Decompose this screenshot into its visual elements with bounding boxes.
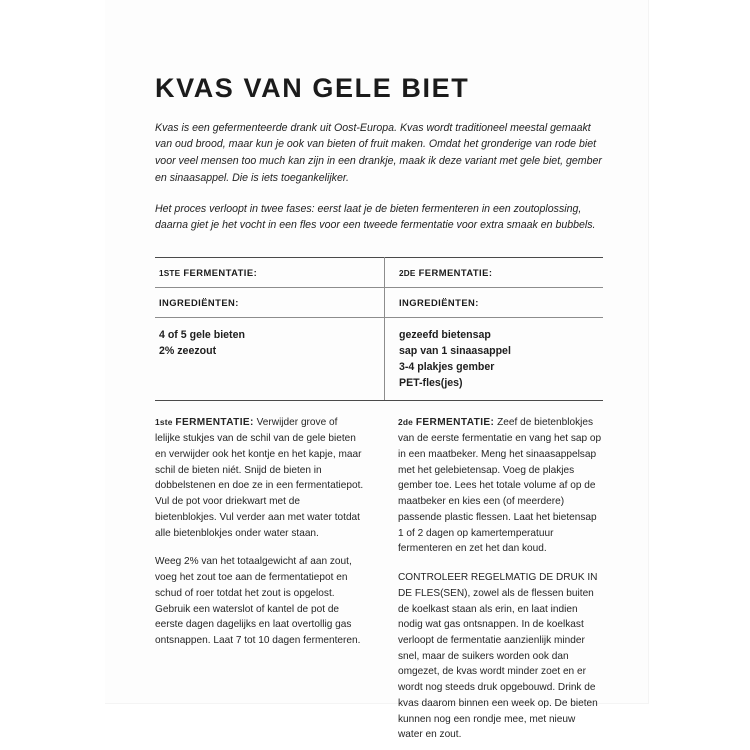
phase-label-2: FERMENTATIE: bbox=[418, 267, 493, 279]
table-cell-ingredients-label-1 bbox=[155, 288, 385, 318]
instruction-heading-1: FERMENTATIE: bbox=[175, 417, 254, 429]
instruction-ordinal-1: 1ste bbox=[155, 417, 173, 428]
table-row-phase-headers bbox=[155, 258, 603, 288]
phase-header-1 bbox=[155, 258, 384, 287]
instruction-paragraph bbox=[398, 415, 602, 557]
instructions-column-second-fermentation bbox=[384, 415, 602, 743]
list-item: PET-fles(jes) bbox=[399, 377, 463, 390]
table-cell-ingredient-list-2 bbox=[385, 318, 604, 401]
list-item-spacer bbox=[159, 359, 372, 375]
list-item: 2% zeezout bbox=[159, 345, 217, 358]
instruction-body: Verwijder grove of lelijke stukjes van de schil van de gele bieten en verwijder ook het kontje en het kapje, maar schil de bieten niét. Snijd de bieten in dobbelstenen en doe ze in een fermentatiepot. Vul de pot voor driekwart met de bietenblokjes. Vul verder aan met water totdat alle bietenblokjes onder water staan. bbox=[155, 417, 364, 539]
instructions-section bbox=[155, 415, 602, 743]
intro-paragraph-1: Kvas is een gefermenteerde drank uit Oost-Europa. Kvas wordt traditioneel meestal gemaakt van oud brood, maar kun je ook van bieten of fruit maken. Omdat het gronderige van rode biet voor veel mensen too much kan zijn in een drankje, maak ik deze variant met gele biet, gember en sinaasappel. Die is iets toegankelijker. bbox=[155, 121, 602, 184]
list-item-spacer bbox=[159, 375, 372, 391]
ingredients-label-2: INGREDIËNTEN: bbox=[399, 297, 479, 309]
table-row-ingredient-headers bbox=[155, 288, 603, 318]
ingredient-list-1 bbox=[155, 318, 384, 400]
page-title: KVAS VAN GELE BIET bbox=[155, 73, 470, 103]
table-row-ingredient-lists bbox=[155, 318, 603, 401]
instruction-ordinal-2: 2de bbox=[398, 417, 414, 428]
ingredients-label-1: INGREDIËNTEN: bbox=[159, 297, 239, 309]
table-cell-ingredients-label-2 bbox=[385, 288, 604, 318]
instruction-body: Zeef de bietenblokjes van de eerste fermentatie en vang het sap op in een maatbeker. Meng het sinaasappelsap met het gelebietensap. Voeg de plakjes gember toe. Lees het totale volume af op de maatbeker en kies een (of meerdere) passende plastic flessen. Laat het bietensap 1 of 2 dagen op kamertemperatuur fermenteren en zet het dan koud. bbox=[398, 417, 602, 555]
list-item: sap van 1 sinaasappel bbox=[399, 345, 511, 358]
list-item: gezeefd bietensap bbox=[399, 329, 491, 342]
phase-header-2 bbox=[385, 258, 603, 287]
table-cell-ingredient-list-1 bbox=[155, 318, 385, 401]
fermentation-table bbox=[155, 257, 603, 401]
phase-label-1: FERMENTATIE: bbox=[183, 267, 258, 279]
recipe-content bbox=[155, 74, 602, 743]
phase-ordinal-1: 1STE bbox=[159, 269, 181, 279]
instructions-column-first-fermentation bbox=[155, 415, 384, 743]
table-cell-phase-1 bbox=[155, 258, 385, 288]
phase-ordinal-2: 2DE bbox=[399, 269, 416, 279]
list-item: 3-4 plakjes gember bbox=[399, 361, 495, 374]
ingredient-list-2 bbox=[385, 318, 603, 400]
table-cell-phase-2 bbox=[385, 258, 604, 288]
instruction-paragraph: CONTROLEER REGELMATIG DE DRUK IN DE FLES(SEN), zowel als de flessen buiten de koelkast staan als erin, en laat indien nodig wat gas ontsnappen. In de koelkast verloopt de fermentatie aanzienlijk minder snel, maar de suikers worden ook dan omgezet, de kvas wordt minder zoet en er wordt nog steeds druk opgebouwd. Drink de kvas daarom binnen een week op. De bieten kunnen nog een rondje mee, met nieuw water en zout. bbox=[398, 572, 598, 741]
instruction-paragraph: Weeg 2% van het totaalgewicht af aan zout, voeg het zout toe aan de fermentatiepot en schud of roer totdat het zout is opgelost. Gebruik een waterslot of kantel de pot de eerste dagen dagelijks en laat overtollig gas ontsnappen. Laat 7 tot 10 dagen fermenteren. bbox=[155, 556, 361, 647]
instruction-heading-2: FERMENTATIE: bbox=[415, 417, 495, 429]
intro-paragraph-2: Het proces verloopt in twee fases: eerst laat je de bieten fermenteren in een zoutoplossing, daarna giet je het vocht in een fles voor een tweede fermentatie voor extra smaak en bubbels. bbox=[155, 202, 596, 232]
instruction-paragraph bbox=[155, 415, 364, 541]
list-item: 4 of 5 gele bieten bbox=[159, 329, 245, 342]
